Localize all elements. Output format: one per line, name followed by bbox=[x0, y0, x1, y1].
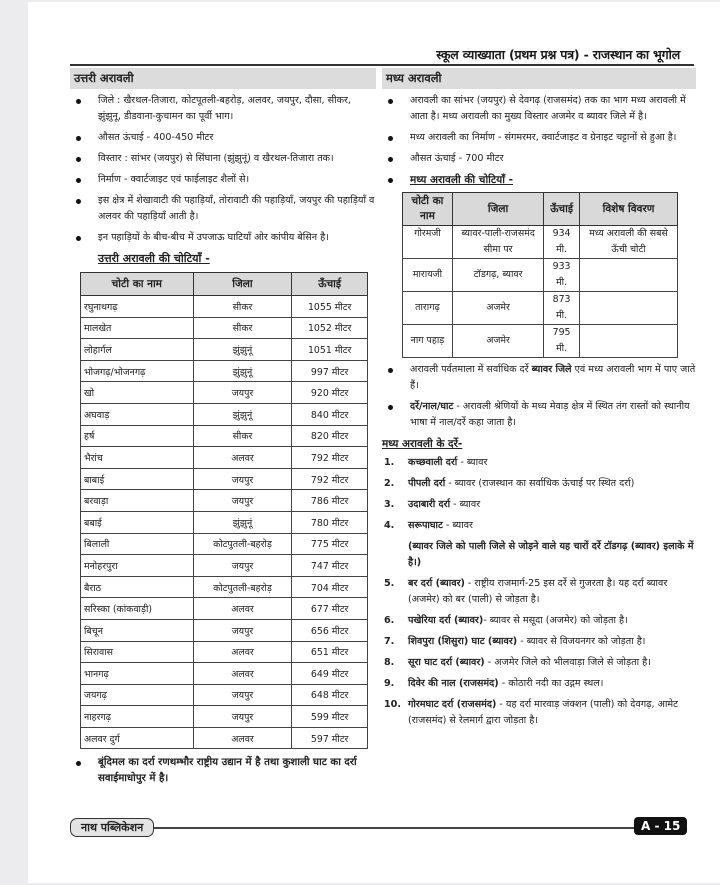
table-row bbox=[81, 382, 368, 404]
middle-peaks-table bbox=[402, 192, 678, 358]
table-cell: 873 मी. bbox=[544, 292, 580, 325]
column-header: चोटी का नाम bbox=[81, 273, 194, 296]
table-cell: 651 मीटर bbox=[292, 641, 368, 663]
passes-list bbox=[382, 455, 696, 729]
table-cell: तारागढ़ bbox=[403, 292, 453, 325]
publisher-badge: नाथ पब्लिकेशन bbox=[70, 818, 154, 837]
running-header: स्कूल व्याख्याता (प्रथम प्रश्न पत्र) - राजस्थान का भूगोल bbox=[436, 47, 680, 62]
table-cell: सिरावास bbox=[81, 641, 194, 663]
pass-number: 2. bbox=[384, 478, 395, 489]
table-cell: झुंझुनूं bbox=[193, 360, 292, 382]
pass-number: 4. bbox=[384, 520, 395, 531]
table-cell: जयपुर bbox=[193, 382, 292, 404]
table-row bbox=[81, 619, 368, 641]
table-cell: 1051 मीटर bbox=[292, 339, 368, 361]
table-cell: जयपुर bbox=[193, 490, 292, 512]
table-cell: रघुनाथगढ़ bbox=[81, 296, 194, 318]
middle-notes bbox=[382, 362, 696, 431]
pass-name: शिवपुरा (शिसुरा) घाट (ब्यावर) bbox=[408, 636, 518, 647]
north-bullets bbox=[70, 93, 376, 246]
table-cell: बाबाई bbox=[81, 468, 194, 490]
pass-name: कच्छवाली दर्रा bbox=[408, 457, 458, 468]
bullet-item bbox=[382, 399, 696, 431]
table-row bbox=[403, 325, 678, 358]
table-cell bbox=[579, 259, 677, 292]
table-cell: सीकर bbox=[193, 425, 292, 447]
table-row bbox=[81, 403, 368, 425]
pass-desc: - ब्यावर से विजयनगर को जोड़ता है। bbox=[517, 636, 646, 647]
table-cell: 775 मीटर bbox=[292, 533, 368, 555]
table-row bbox=[81, 727, 368, 749]
table-cell: मालखेत bbox=[81, 317, 194, 339]
table-cell: नाहरगढ़ bbox=[81, 706, 194, 728]
table-cell: जयपुर bbox=[193, 684, 292, 706]
middle-peaks-title: मध्य अरावली की चोटियाँ - bbox=[382, 172, 696, 188]
table-cell: लोहार्गल bbox=[81, 339, 194, 361]
pass-desc: - ब्यावर से मसूदा (अजमेर) को जोड़ता है। bbox=[483, 615, 628, 626]
table-row bbox=[81, 339, 368, 361]
pass-desc: - ब्यावर bbox=[457, 457, 488, 468]
pass-desc: - यह दर्रा मारवाड़ जंक्शन (पाली) को देवगढ़, आमेट (राजसमंद) से रेलमार्ग द्वारा जोड़ता है। bbox=[408, 699, 678, 726]
table-cell: 792 मीटर bbox=[292, 468, 368, 490]
table-row bbox=[81, 555, 368, 577]
table-row bbox=[81, 576, 368, 598]
bullet-item: मध्य अरावली का निर्माण - संगमरमर, क्वार्टजाइट व ग्रेनाइट चट्टानों से हुआ है। bbox=[382, 130, 696, 146]
bold-text: ब्यावर जिले bbox=[531, 364, 572, 375]
table-cell: 840 मीटर bbox=[292, 403, 368, 425]
table-cell: भोजगढ़/भोजनगढ़ bbox=[81, 360, 194, 382]
right-column bbox=[382, 68, 696, 734]
table-cell: 792 मीटर bbox=[292, 447, 368, 469]
table-cell: झुंझुनूं bbox=[193, 511, 292, 533]
bullet-item: इस क्षेत्र में शेखावाटी की पहाड़ियाँ, तोरावाटी की पहाड़ियाँ, जयपुर की पहाड़ियाँ व अलवर की पहाड़ियाँ आती है। bbox=[70, 193, 376, 225]
pass-name: उदाबारी दर्रा bbox=[408, 499, 451, 510]
table-cell: 795 मी. bbox=[544, 325, 580, 358]
table-cell: अलवर bbox=[193, 727, 292, 749]
table-cell: सरिस्का (कांकवाड़ी) bbox=[81, 598, 194, 620]
table-cell: अलवर bbox=[193, 447, 292, 469]
bullet-item: इन पहाड़ियों के बीच-बीच में उपजाऊ घाटियाँ ओर कांपीय बेसिन है। bbox=[70, 230, 376, 246]
table-row bbox=[81, 684, 368, 706]
table-cell: अघवाड़ bbox=[81, 403, 194, 425]
passes-title: मध्य अरावली के दर्रे- bbox=[382, 438, 463, 450]
pass-item bbox=[382, 576, 696, 608]
table-cell: झुंझुनूं bbox=[193, 339, 292, 361]
table-cell: भानगढ़ bbox=[81, 663, 194, 685]
pass-item bbox=[382, 697, 696, 729]
column-header: ऊँचाई bbox=[544, 193, 580, 226]
pass-desc: - ब्यावर bbox=[442, 520, 473, 531]
table-cell: हर्ष bbox=[81, 425, 194, 447]
north-peaks-title: उत्तरी अरावली की चोटियाँ - bbox=[98, 252, 210, 265]
pass-item bbox=[382, 455, 696, 471]
table-cell bbox=[579, 292, 677, 325]
table-cell: 648 मीटर bbox=[292, 684, 368, 706]
table-row bbox=[81, 706, 368, 728]
bullet-item: औसत ऊंचाई - 700 मीटर bbox=[382, 151, 696, 167]
bullet-item: विस्तार : सांभर (जयपुर) से सिंघाना (झुंझुनूं) व खैरथल-तिजारा तक। bbox=[70, 151, 376, 167]
table-cell: जयपुर bbox=[193, 468, 292, 490]
table-cell: 656 मीटर bbox=[292, 619, 368, 641]
bullet-item: जिले : खैरथल-तिजारा, कोटपूतली-बहरोड़, अलवर, जयपुर, दौसा, सीकर, झुंझुनू, डीडवाना-कुचामन का पूर्वी भाग। bbox=[70, 93, 376, 125]
table-cell: सीकर bbox=[193, 317, 292, 339]
left-column bbox=[70, 68, 376, 792]
pass-number: 5. bbox=[384, 578, 395, 589]
pass-item bbox=[382, 613, 696, 629]
pass-number: 1. bbox=[384, 457, 395, 468]
table-cell: 920 मीटर bbox=[292, 382, 368, 404]
table-cell: जयगढ़ bbox=[81, 684, 194, 706]
table-row bbox=[403, 226, 678, 259]
table-cell: 933 मी. bbox=[544, 259, 580, 292]
pass-name: (ब्यावर जिले को पाली जिले से जोड़ने वाले यह चारों दर्रे टॉडगढ़ (ब्यावर) इलाके में है।) bbox=[408, 541, 694, 568]
table-cell: गोरमजी bbox=[403, 226, 453, 259]
table-row bbox=[403, 259, 678, 292]
pass-item bbox=[382, 655, 696, 671]
table-row bbox=[81, 317, 368, 339]
table-cell: खो bbox=[81, 382, 194, 404]
pass-item bbox=[382, 476, 696, 492]
table-row bbox=[81, 598, 368, 620]
page-number: A - 15 bbox=[634, 817, 687, 835]
pass-item bbox=[382, 634, 696, 650]
pass-name: सरूपाघाट bbox=[408, 520, 443, 531]
table-row bbox=[81, 641, 368, 663]
table-cell: अलवर bbox=[193, 641, 292, 663]
column-header: ऊँचाई bbox=[292, 273, 368, 296]
table-cell: मनोहरपुरा bbox=[81, 555, 194, 577]
table-cell: 747 मीटर bbox=[292, 555, 368, 577]
table-cell: 997 मीटर bbox=[292, 360, 368, 382]
table-cell: 1052 मीटर bbox=[292, 317, 368, 339]
table-row bbox=[81, 360, 368, 382]
pass-number: 6. bbox=[384, 615, 395, 626]
pass-desc: - ब्यावर bbox=[450, 499, 481, 510]
pass-name: गोरमघाट दर्रा (राजसमंद) bbox=[408, 699, 497, 710]
table-cell: बरवाड़ा bbox=[81, 490, 194, 512]
pass-desc: - ब्यावर (राजस्थान का सर्वाधिक ऊंचाई पर स्थित दर्रा) bbox=[445, 478, 635, 489]
table-cell: कोटपुतली-बहरोड़ bbox=[193, 576, 292, 598]
pass-desc: - कोठारी नदी का उद्गम स्थल। bbox=[498, 678, 604, 689]
document-page bbox=[28, 2, 720, 883]
pass-number: 3. bbox=[384, 499, 395, 510]
pass-name: पीपली दर्रा bbox=[408, 478, 446, 489]
table-cell: 820 मीटर bbox=[292, 425, 368, 447]
table-cell: अलवर bbox=[193, 598, 292, 620]
table-cell: बैराठ bbox=[81, 576, 194, 598]
text: - अरावली श्रेणियों के मध्य मेवाड़ क्षेत्र में स्थित तंग रास्तों को स्थानीय भाषा में नाल/दर्रे कहा जाता है। bbox=[410, 401, 690, 428]
table-row bbox=[81, 468, 368, 490]
table-cell: अलवर दुर्ग bbox=[81, 727, 194, 749]
pass-desc: - राष्ट्रीय राजमार्ग-25 इस दर्रे से गुजरता है। यह दर्रा ब्यावर (अजमेर) को बर (पाली) से जोड़ता है। bbox=[408, 578, 668, 605]
north-peaks-table bbox=[80, 272, 368, 749]
table-cell: नाग पहाड़ bbox=[403, 325, 453, 358]
bullet-item: अरावली का सांभर (जयपुर) से देवगढ़ (राजसमंद) तक का भाग मध्य अरावली में आता है। मध्य अरावली का मुख्य विस्तार अजमेर व ब्यावर जिले में है। bbox=[382, 93, 696, 125]
table-cell: 704 मीटर bbox=[292, 576, 368, 598]
bold-text: दर्रे/नाल/घाट bbox=[410, 401, 454, 412]
table-cell: 649 मीटर bbox=[292, 663, 368, 685]
column-header: चोटी का नाम bbox=[403, 193, 453, 226]
pass-name: पखेरिया दर्रा (ब्यावर) bbox=[408, 615, 484, 626]
text: एवं मध्य अरावली भाग में पाए जाते हैं। bbox=[410, 364, 696, 391]
bullet-item: औसत ऊंचाई - 400-450 मीटर bbox=[70, 130, 376, 146]
pass-item bbox=[382, 497, 696, 513]
pass-name: सूरा घाट दर्रा (ब्यावर) bbox=[408, 657, 485, 668]
pass-number: 10. bbox=[384, 699, 401, 710]
table-row bbox=[81, 425, 368, 447]
footnote-bullet: बूंदिमल का दर्रा रणथम्भौर राष्ट्रीय उद्यान में है तथा कुशाली घाट का दर्रा सवाईमाधोपुर में है। bbox=[70, 755, 376, 787]
pass-item bbox=[382, 676, 696, 692]
table-cell: अलवर bbox=[193, 663, 292, 685]
table-cell bbox=[579, 325, 677, 358]
table-cell: अजमेर bbox=[452, 292, 543, 325]
section-heading-middle: मध्य अरावली bbox=[382, 68, 696, 89]
table-row bbox=[81, 296, 368, 318]
pass-number: 9. bbox=[384, 678, 395, 689]
table-row bbox=[81, 447, 368, 469]
table-cell: 597 मीटर bbox=[292, 727, 368, 749]
table-cell: 934 मी. bbox=[544, 226, 580, 259]
table-cell: 1055 मीटर bbox=[292, 296, 368, 318]
table-row bbox=[81, 533, 368, 555]
table-row bbox=[81, 490, 368, 512]
table-cell: जयपुर bbox=[193, 555, 292, 577]
pass-item bbox=[382, 539, 696, 571]
table-cell: ब्यावर-पाली-राजसमंद सीमा पर bbox=[452, 226, 543, 259]
bullet-item bbox=[382, 362, 696, 394]
header-rule bbox=[70, 64, 694, 66]
footer-rule bbox=[140, 827, 634, 829]
table-cell: कोटपुतली-बहरोड़ bbox=[193, 533, 292, 555]
pass-item bbox=[382, 518, 696, 534]
table-row bbox=[403, 292, 678, 325]
table-cell: जयपुर bbox=[193, 706, 292, 728]
table-cell: मारायजी bbox=[403, 259, 453, 292]
column-header: विशेष विवरण bbox=[579, 193, 677, 226]
table-cell: बिलाली bbox=[81, 533, 194, 555]
pass-name: बर दर्रा (ब्यावर) bbox=[408, 578, 465, 589]
middle-bullets bbox=[382, 93, 696, 188]
table-cell: मध्य अरावली की सबसे ऊँची चोटी bbox=[579, 226, 677, 259]
table-row bbox=[81, 663, 368, 685]
north-footnote-list bbox=[70, 755, 376, 787]
table-row bbox=[81, 511, 368, 533]
table-cell: 780 मीटर bbox=[292, 511, 368, 533]
table-cell: अजमेर bbox=[452, 325, 543, 358]
section-heading-north: उत्तरी अरावली bbox=[70, 68, 376, 89]
table-cell: सीकर bbox=[193, 296, 292, 318]
table-cell: 677 मीटर bbox=[292, 598, 368, 620]
pass-name: दिवेर की नाल (राजसमंद) bbox=[408, 678, 499, 689]
pass-desc: - अजमेर जिले को भीलवाड़ा जिले से जोड़ता है। bbox=[484, 657, 651, 668]
table-cell: जयपुर bbox=[193, 619, 292, 641]
column-header: जिला bbox=[193, 273, 292, 296]
table-cell: बबाई bbox=[81, 511, 194, 533]
bullet-item: निर्माण - क्वार्टजाइट एवं फाईलाइट शैलों से। bbox=[70, 172, 376, 188]
table-cell: टॉडगढ़, ब्यावर bbox=[452, 259, 543, 292]
pass-number: 7. bbox=[384, 636, 395, 647]
pass-number: 8. bbox=[384, 657, 395, 668]
text: अरावली पर्वतमाला में सर्वाधिक दर्रे bbox=[410, 364, 532, 375]
column-header: जिला bbox=[452, 193, 543, 226]
table-cell: बिचून bbox=[81, 619, 194, 641]
table-cell: 786 मीटर bbox=[292, 490, 368, 512]
table-cell: 599 मीटर bbox=[292, 706, 368, 728]
table-cell: भैरांच bbox=[81, 447, 194, 469]
table-cell: झुंझुनूं bbox=[193, 403, 292, 425]
